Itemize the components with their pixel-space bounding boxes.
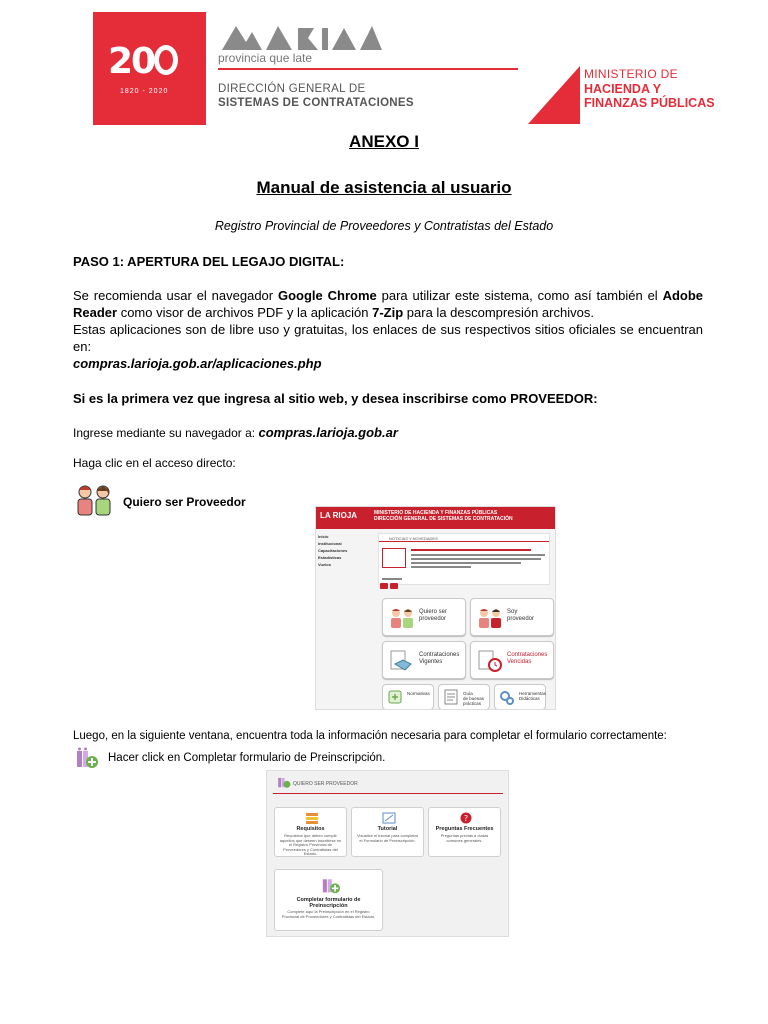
menu-item[interactable]: Vuelos [318,562,331,567]
registry-subtitle: Registro Provincial de Proveedores y Contratistas del Estado [214,219,554,233]
anniversary-logo-years: 1820 - 2020 [120,88,169,95]
complete-form-instruction: Hacer click en Completar formulario de Preinscripción. [108,752,386,764]
button-label: Herramientas Didácticas [519,691,547,701]
news-line [411,554,545,556]
news-header: NOTICIAS Y NOVEDADES [379,534,549,542]
site-link[interactable]: compras.larioja.gob.ar [258,425,398,440]
button-label: Soy proveedor [507,609,535,622]
enter-site-instruction: Ingrese mediante su navegador a: compras.larioja.gob.ar [73,425,398,440]
click-shortcut-instruction: Haga clic en el acceso directo: [73,456,236,470]
tutorial-card[interactable]: Tutorial Visualice el tutorial para completar el Formulario de Preinscripción. [351,807,424,857]
apps-link[interactable]: compras.larioja.gob.ar/aplicaciones.php [73,356,322,371]
step-heading: PASO 1: APERTURA DEL LEGAJO DIGITAL: [73,254,345,269]
button-label: Contrataciones Vencidas [507,652,548,665]
site-logo: LA RIOJA [320,511,358,520]
menu-item[interactable]: Inicio [318,534,329,539]
manual-title: Manual de asistencia al usuario [256,178,512,197]
button-label: Normativas [407,691,430,696]
requisitos-card[interactable]: Requisitos Requisitos que deben cumplir aquellos que deseen inscribirse en el Registro Provincial de Proveedores y Contratistas del Estado. [274,807,347,857]
news-line [411,566,471,568]
direccion-line1: DIRECCIÓN GENERAL DE [218,83,366,95]
guide-icon [443,689,459,705]
gears-icon [499,689,515,705]
tutorial-icon [382,812,396,824]
quiero-ser-proveedor-screenshot [266,770,509,937]
ministerio-line3: FINANZAS PÚBLICAS [584,96,715,110]
anniversary-logo-number: 20 [108,42,192,82]
quiero-proveedor-shortcut[interactable]: Quiero ser Proveedor [123,495,246,509]
people-icon [389,607,415,629]
site-side-menu [318,533,347,568]
tagline: provincia que late [218,51,313,65]
news-line [382,578,402,580]
contrataciones-vigentes-button[interactable] [382,641,466,679]
ministerio-line2: HACIENDA Y [584,82,662,96]
add-form-icon [277,775,291,789]
expired-document-icon [477,650,503,672]
add-form-icon [75,747,99,769]
add-form-icon [321,876,341,894]
news-panel [378,533,550,585]
recommendation-paragraph: Se recomienda usar el navegador Google Chrome para utilizar este sistema, como así también el Adobe Reader como visor de archivos PDF y la aplicación 7-Zip para la descompresión archivos. Estas aplicaciones son de libre uso y gratuitas, los enlaces de sus respectivos sitios oficiales se encuentran en: [73,288,704,354]
completar-formulario-card[interactable]: Completar formulario de Preinscripción Complete aquí la Preinscripción en el Registro Provincial de Proveedores y Contratistas del Estado. [274,869,383,931]
button-label: Quiero ser proveedor [419,609,448,622]
first-time-instruction: Si es la primera vez que ingresa al sitio web, y desea inscribirse como PROVEEDOR: [73,391,598,406]
contrataciones-vencidas-button[interactable] [470,641,554,679]
ministerio-block-cut [528,66,580,124]
people-icon [73,483,117,519]
preguntas-frecuentes-card[interactable]: ? Preguntas Frecuentes Preguntas previas a dudas comunes generales. [428,807,501,857]
header-divider [218,68,518,70]
menu-item[interactable]: Institucional [318,541,342,546]
guia-buenas-practicas-button[interactable] [438,684,490,710]
books-icon [305,812,319,824]
news-arrows-icon[interactable] [380,583,398,589]
book-icon [387,689,403,705]
homepage-screenshot [315,506,556,710]
herramientas-didacticas-button[interactable] [494,684,546,710]
annex-title: ANEXO I [349,132,419,151]
button-label: Contrataciones Vigentes [419,652,460,665]
site-header-text: MINISTERIO DE HACIENDA Y FINANZAS PÚBLICAS DIRECCIÓN GENERAL DE SISTEMAS DE CONTRATACIÓN [374,510,513,522]
section-divider [273,793,503,794]
menu-item[interactable]: Capacitaciones [318,548,348,553]
question-icon [459,812,473,824]
section-header: QUIERO SER PROVEEDOR [293,781,358,787]
button-label: Guía de buenas prácticas [463,691,485,706]
people-icon [477,607,503,629]
menu-item[interactable]: Estadísticas [318,555,342,560]
direccion-line2: SISTEMAS DE CONTRATACIONES [218,97,414,109]
quiero-ser-proveedor-button[interactable] [382,598,466,636]
normativas-button[interactable] [382,684,434,710]
news-line [411,562,521,564]
ministerio-line1: MINISTERIO DE [584,67,678,81]
handshake-icon [389,650,415,672]
news-line [411,558,541,560]
news-line [411,549,531,551]
news-thumbnail [382,548,406,568]
next-window-instruction: Luego, en la siguiente ventana, encuentra toda la información necesaria para completar el formulario correctamente: [73,730,667,742]
soy-proveedor-button[interactable] [470,598,554,636]
svg-text:?: ? [463,814,469,823]
la-rioja-wordmark-logo [222,22,382,52]
